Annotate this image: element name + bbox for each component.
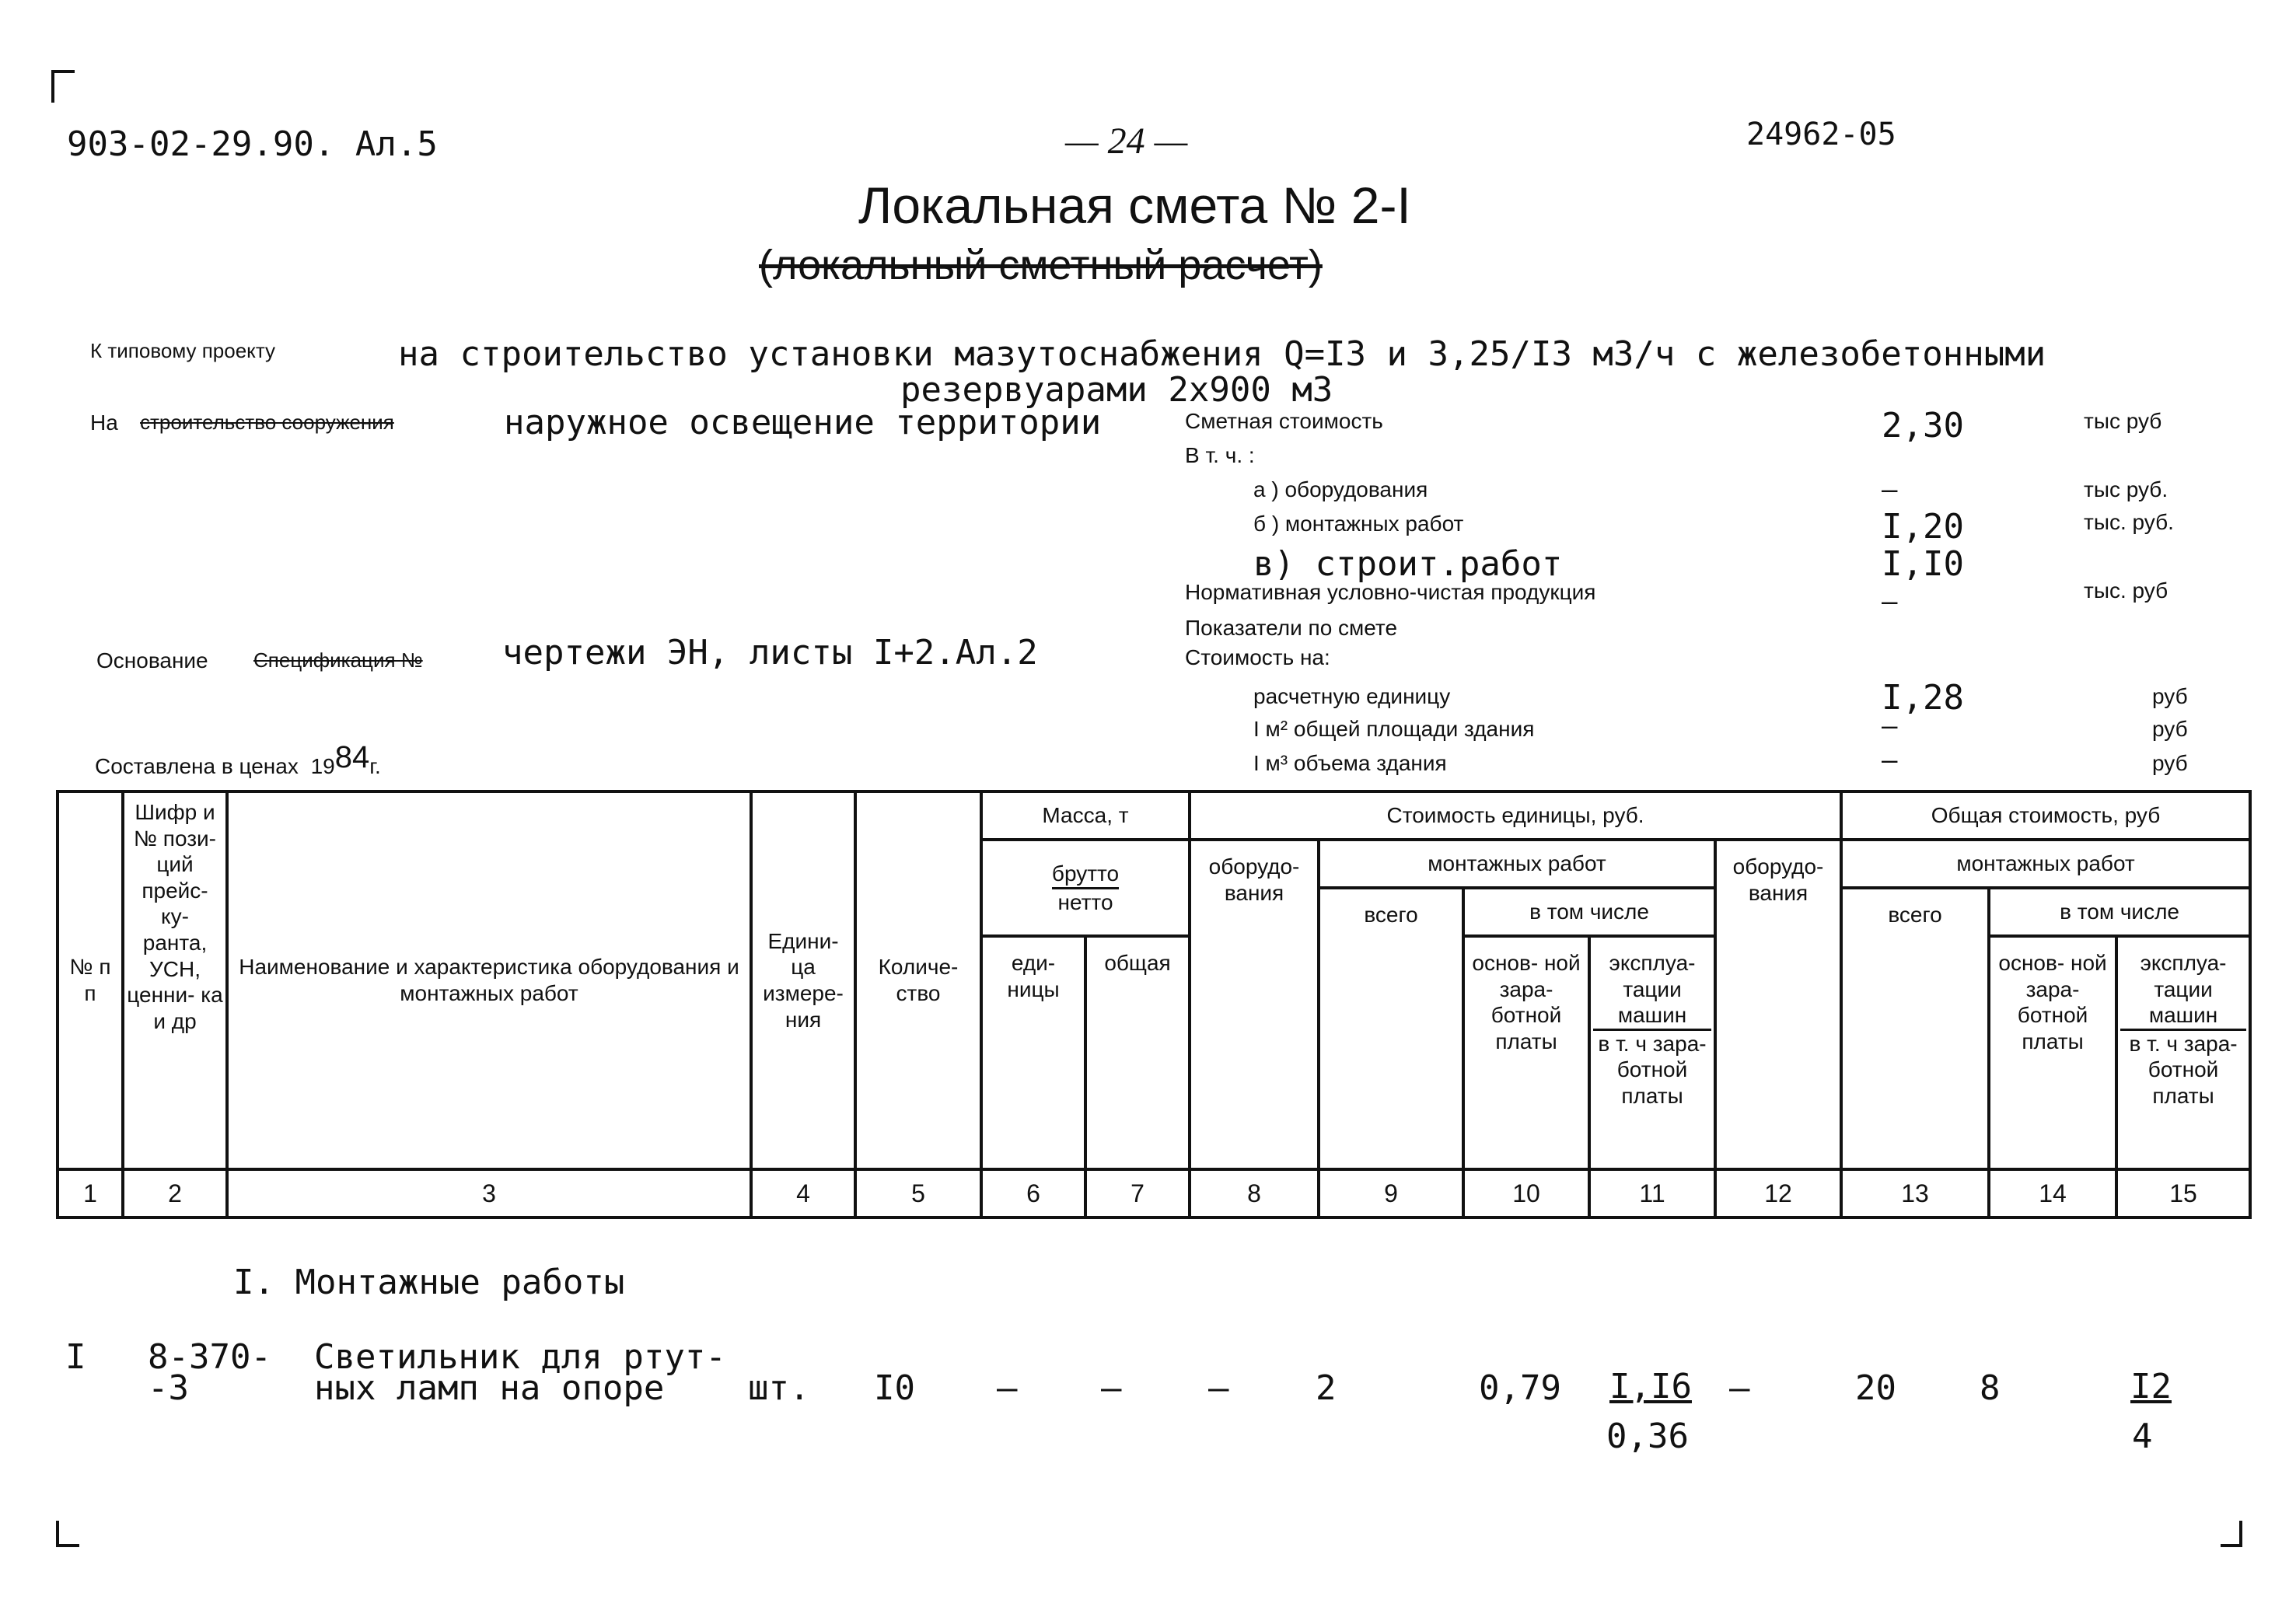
column-number: 9: [1319, 1169, 1463, 1217]
column-number: 8: [1190, 1169, 1319, 1217]
installation-cost-value: I,20: [1882, 507, 1964, 547]
estimate-cost-label: Сметная стоимость: [1185, 409, 1383, 433]
header-unit-including: в том числе: [1463, 888, 1715, 936]
row-total-machine-operation: I2: [2130, 1367, 2172, 1406]
estimate-table: [56, 790, 2252, 1219]
column-number: 1: [58, 1169, 123, 1217]
normative-product-unit: тыс. руб: [2084, 578, 2168, 603]
indicators-label: Показатели по смете: [1185, 616, 1398, 640]
prices-year-prefix: 19: [310, 754, 335, 778]
normative-product-value: —: [1882, 586, 1898, 617]
column-number: 11: [1589, 1169, 1715, 1217]
header-name: Наименование и характеристика оборудования и монтажных работ: [227, 791, 751, 1169]
header-total-including: в том числе: [1989, 888, 2250, 936]
header-price-code: Шифр и № пози- ций прейс- ку- ранта, УСН, ценни- ка и др: [123, 791, 227, 1169]
installation-cost-label: б ) монтажных работ: [1253, 512, 1464, 536]
header-mass-total: общая: [1085, 936, 1190, 1169]
prices-year-line: [95, 740, 381, 781]
header-quantity: Количе- ство: [855, 791, 981, 1169]
row-code-line1: 8-370-: [148, 1337, 271, 1377]
header-unit-machine-wage: в т. ч зара- ботной платы: [1598, 1031, 1707, 1108]
project-value-line2: резервуарами 2х900 м3: [900, 370, 1333, 410]
normative-product-label: Нормативная условно-чистая продукция: [1185, 580, 1596, 604]
row-unit: шт.: [748, 1368, 810, 1408]
header-net: нетто: [1057, 889, 1113, 914]
header-total-machine-label: эксплуа- тации машин: [2120, 950, 2246, 1031]
column-number: 7: [1085, 1169, 1190, 1217]
prices-year-suffix: г.: [369, 754, 381, 778]
basis-struck-text: Спецификация №: [253, 648, 423, 672]
column-number: 14: [1989, 1169, 2116, 1217]
unit-cost-unit: руб: [2152, 684, 2188, 708]
row-total-equipment: —: [1729, 1368, 1750, 1408]
header-mass: Масса, т: [981, 791, 1190, 840]
header-unit-machine-label: эксплуа- тации машин: [1593, 950, 1711, 1031]
header-gross: брутто: [1052, 861, 1119, 889]
header-total-base-wage: основ- ной зара- ботной платы: [1989, 936, 2116, 1169]
prices-label: Составлена в ценах: [95, 754, 299, 778]
header-unit-cost: Стоимость единицы, руб.: [1190, 791, 1841, 840]
row-unit-base-wage: 0,79: [1479, 1368, 1561, 1408]
header-unit-base-wage: основ- ной зара- ботной платы: [1463, 936, 1589, 1169]
including-label: В т. ч. :: [1185, 443, 1255, 467]
document-code: 903-02-29.90. Ал.5: [67, 124, 438, 164]
unit-cost-value: I,28: [1882, 678, 1964, 718]
header-unit-machine-operation: [1589, 936, 1715, 1169]
area-cost-unit: руб: [2152, 717, 2188, 741]
volume-cost-unit: руб: [2152, 751, 2188, 775]
row-total-installation: 20: [1855, 1368, 1896, 1408]
row-name-line1: Светильник для ртут-: [314, 1337, 726, 1377]
header-unit: Едини- ца измере- ния: [751, 791, 855, 1169]
column-number: 6: [981, 1169, 1085, 1217]
header-total-installation: монтажных работ: [1841, 840, 2250, 888]
header-total-installation-total: всего: [1841, 888, 1989, 1169]
header-unit-installation-total: всего: [1319, 888, 1463, 1169]
estimate-cost-unit: тыс руб: [2084, 409, 2162, 433]
object-struck-text: строительство сооружения: [140, 410, 394, 434]
column-number: 5: [855, 1169, 981, 1217]
volume-cost-label: I м³ объема здания: [1253, 751, 1447, 775]
cost-per-label: Стоимость на:: [1185, 645, 1330, 669]
volume-cost-value: —: [1882, 745, 1898, 776]
row-name-line2: ных ламп на опоре: [314, 1368, 665, 1408]
column-number: 13: [1841, 1169, 1989, 1217]
project-label: К типовому проекту: [90, 339, 276, 362]
page-subtitle: (локальный сметный расчет): [759, 242, 1323, 288]
row-total-base-wage: 8: [1980, 1368, 2001, 1408]
basis-value: чертежи ЭН, листы I+2.Ал.2: [502, 633, 1038, 672]
header-total-machine-operation: [2116, 936, 2250, 1169]
corner-mark-bottom-right: [2221, 1521, 2242, 1547]
unit-cost-label: расчетную единицу: [1253, 684, 1451, 708]
basis-label: Основание: [96, 648, 208, 672]
row-total-machine-wage: 4: [2132, 1417, 2153, 1456]
column-number: 15: [2116, 1169, 2250, 1217]
prices-year: 84: [334, 740, 370, 774]
page-title: Локальная смета № 2-I: [858, 176, 1411, 234]
header-total-equipment: оборудо- вания: [1715, 840, 1841, 1169]
installation-cost-unit: тыс. руб.: [2084, 510, 2174, 534]
equipment-cost-label: а ) оборудования: [1253, 477, 1428, 501]
column-number: 4: [751, 1169, 855, 1217]
header-unit-equipment: оборудо- вания: [1190, 840, 1319, 1169]
row-unit-machine-wage: 0,36: [1606, 1417, 1689, 1456]
column-number: 10: [1463, 1169, 1589, 1217]
header-gross-net: [981, 840, 1190, 936]
row-unit-machine-operation: I,I6: [1609, 1367, 1692, 1406]
row-number: I: [65, 1337, 86, 1377]
construction-cost-label: в) строит.работ: [1253, 544, 1563, 584]
row-quantity: I0: [874, 1368, 915, 1408]
corner-mark-top-left: [51, 70, 75, 103]
row-unit-installation-total: 2: [1316, 1368, 1337, 1408]
page-number: — 24 —: [1065, 121, 1188, 162]
column-number: 2: [123, 1169, 227, 1217]
header-unit-installation: монтажных работ: [1319, 840, 1715, 888]
construction-cost-value: I,I0: [1882, 544, 1964, 584]
corner-mark-bottom-left: [56, 1521, 79, 1547]
area-cost-label: I м² общей площади здания: [1253, 717, 1535, 741]
section-title: I. Монтажные работы: [233, 1263, 625, 1302]
equipment-cost-unit: тыс руб.: [2084, 477, 2168, 501]
archive-number: 24962-05: [1746, 117, 1896, 152]
project-value-line1: на строительство установки мазутоснабжения Q=I3 и 3,25/I3 м3/ч с железобетонными: [398, 334, 2046, 374]
object-value: наружное освещение территории: [504, 403, 1102, 442]
header-total-cost: Общая стоимость, руб: [1841, 791, 2250, 840]
row-mass-total: —: [1101, 1368, 1122, 1408]
column-number: 12: [1715, 1169, 1841, 1217]
estimate-cost-value: 2,30: [1882, 406, 1964, 445]
row-unit-equipment: —: [1208, 1368, 1229, 1408]
area-cost-value: —: [1882, 711, 1898, 742]
row-code-line2: -3: [148, 1368, 189, 1408]
header-number: № п п: [58, 791, 123, 1169]
header-total-machine-wage: в т. ч зара- ботной платы: [2129, 1031, 2238, 1108]
row-mass-per-unit: —: [997, 1368, 1018, 1408]
equipment-cost-value: —: [1882, 474, 1898, 505]
object-label: На: [90, 410, 118, 435]
header-mass-per-unit: еди- ницы: [981, 936, 1085, 1169]
column-number: 3: [227, 1169, 751, 1217]
